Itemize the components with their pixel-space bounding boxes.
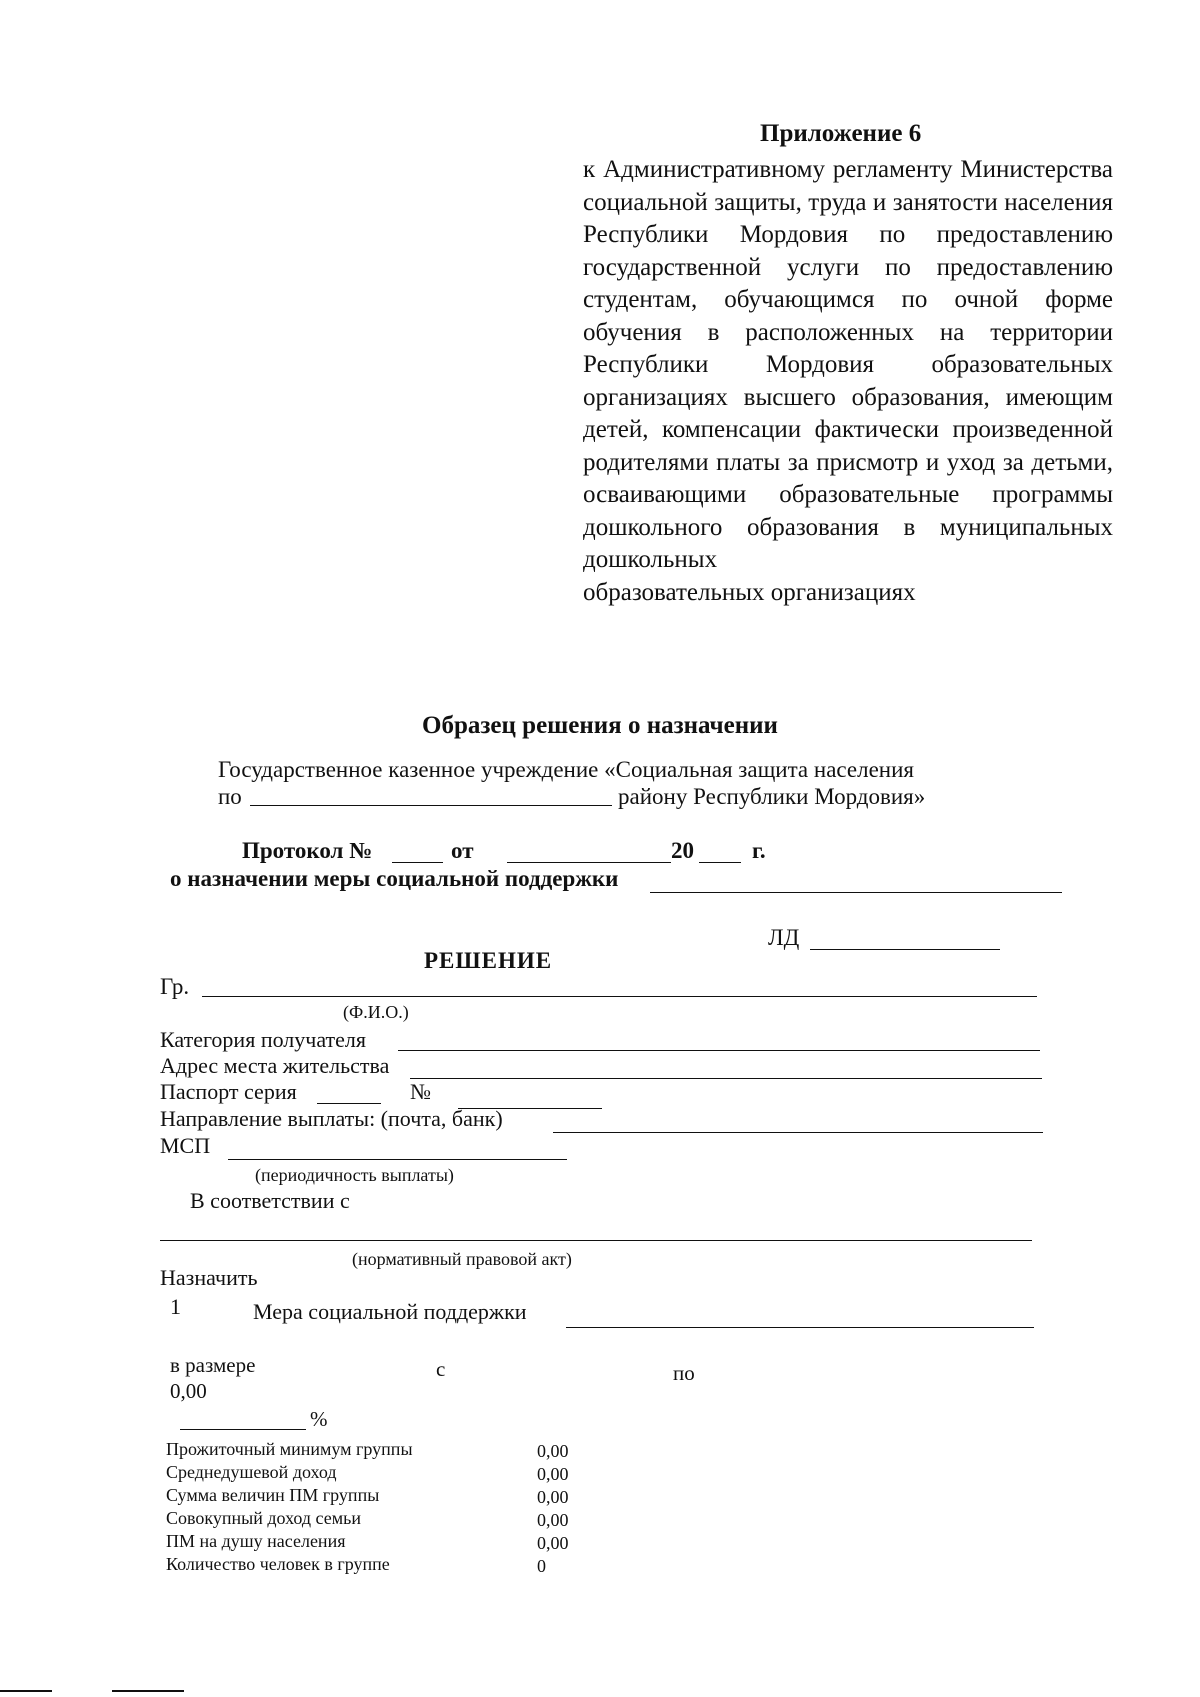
summary-label-pm-per-capita: ПМ на душу населения [166,1531,346,1551]
summary-label-living-minimum: Прожиточный минимум группы [166,1439,413,1459]
measure-blank[interactable] [566,1327,1034,1328]
summary-value-people-count: 0 [537,1556,546,1576]
protocol-date-blank[interactable] [507,862,671,863]
address-label: Адрес места жительства [160,1053,390,1078]
ld-label: ЛД [768,925,800,950]
summary-value-living-minimum: 0,00 [537,1441,569,1461]
legal-act-blank[interactable] [160,1240,1032,1241]
protocol-subject-blank[interactable] [650,892,1062,893]
ld-blank[interactable] [810,949,1000,950]
summary-value-pm-sum: 0,00 [537,1487,569,1507]
summary-label-average-income: Среднедушевой доход [166,1462,337,1482]
percent-sign: % [310,1407,328,1431]
document-title: Образец решения о назначении [422,712,778,739]
from-label: с [436,1357,446,1381]
institution-line1: Государственное казенное учреждение «Социальная защита населения [218,757,914,782]
msp-blank[interactable] [228,1159,567,1160]
appendix-text [583,154,1113,609]
protocol-number-blank[interactable] [392,862,443,863]
category-blank[interactable] [398,1050,1040,1051]
accordance-label: В соответствии с [190,1188,350,1213]
address-blank[interactable] [410,1078,1042,1079]
payment-direction-label: Направление выплаты: (почта, банк) [160,1106,503,1131]
measure-label: Мера социальной поддержки [253,1299,527,1324]
scan-mark-left [0,1690,52,1692]
summary-label-people-count: Количество человек в группе [166,1554,390,1574]
citizen-label: Гр. [160,974,190,999]
category-label: Категория получателя [160,1027,367,1052]
summary-value-total-income: 0,00 [537,1510,569,1530]
measure-number: 1 [170,1294,181,1319]
msp-label: МСП [160,1133,211,1158]
institution-suffix: району Республики Мордовия» [618,784,926,809]
fio-caption: (Ф.И.О.) [343,1002,409,1022]
citizen-name-blank[interactable] [202,996,1037,997]
periodicity-caption: (периодичность выплаты) [255,1165,454,1185]
decision-heading: РЕШЕНИЕ [424,948,553,973]
summary-value-average-income: 0,00 [537,1464,569,1484]
payment-direction-blank[interactable] [553,1132,1043,1133]
summary-label-total-income: Совокупный доход семьи [166,1508,361,1528]
summary-label-pm-sum: Сумма величин ПМ группы [166,1485,380,1505]
protocol-year-blank[interactable] [699,862,741,863]
summary-value-pm-per-capita: 0,00 [537,1533,569,1553]
protocol-label: Протокол № [242,838,373,863]
percent-blank[interactable] [180,1429,306,1430]
protocol-year-suffix: г. [752,838,766,863]
amount-label: в размере [170,1353,256,1377]
passport-number-label: № [410,1079,431,1104]
passport-series-blank[interactable] [317,1103,381,1104]
amount-value: 0,00 [170,1379,207,1403]
protocol-from-label: от [451,838,474,863]
scan-mark-right [112,1690,184,1692]
district-blank[interactable] [250,805,612,806]
passport-label: Паспорт серия [160,1079,297,1104]
institution-prefix: по [218,784,242,809]
protocol-subject: о назначении меры социальной поддержки [170,866,619,891]
appendix-title: Приложение 6 [760,120,922,147]
appendix-body: к Административному регламенту Министерства социальной защиты, труда и занятости населения Республики Мордовия по предоставлению государственной услуги по предоставлению студентам, обучающимся по очной форме обучения в расположенных на территории Республики Мордовия образовательных организациях высшего образования, имеющим детей, компенсации фактически произведенной родителями платы за присмотр и уход за детьми, осваивающими образовательные программы дошкольного образования в муниципальных дошкольных [583,156,1113,573]
protocol-year-label: 20 [671,838,694,863]
appendix-body-last: образовательных организациях [583,578,916,606]
to-label: по [673,1361,695,1385]
assign-label: Назначить [160,1265,258,1290]
act-caption: (нормативный правовой акт) [352,1249,572,1269]
